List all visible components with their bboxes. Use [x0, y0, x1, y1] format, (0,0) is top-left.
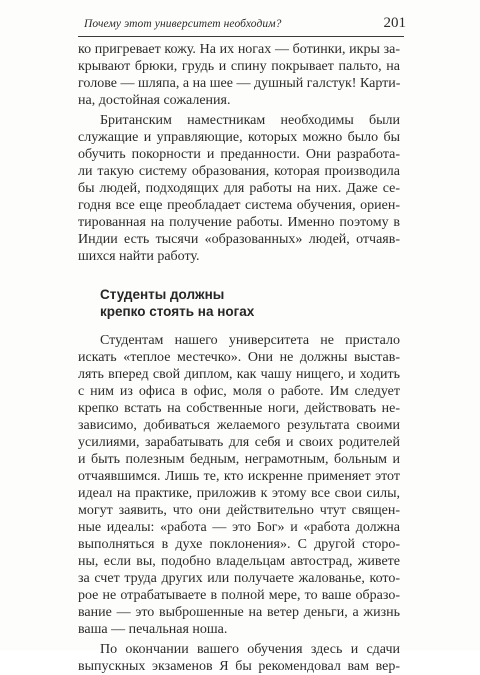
running-title: Почему этот университет необходим? [84, 18, 282, 30]
section-heading [78, 286, 400, 320]
text-line: ные идеалы: «работа — это Бог» и «работа должна [78, 520, 400, 535]
paragraph [78, 41, 400, 109]
text-line: служащие и управляющие, которых можно было бы [78, 130, 400, 145]
text-line: Студентам нашего университета не пристало [100, 333, 400, 348]
text-line: ны, если вы, подобно владельцам автострад, живете [78, 554, 400, 569]
text-line: ли такую систему образования, которая производила [78, 164, 400, 179]
text-line: лять вперед свой диплом, как чашу нищего, и ходить [78, 367, 400, 382]
text-line: рое не отрабатываете в полной мере, то ваше образо- [78, 588, 400, 603]
text-line: отчаявшимся. Лишь те, кто искренне применяет этот [78, 469, 400, 484]
text-line: крывают брюки, грудь и спину покрывает пальто, на [78, 59, 400, 74]
section-heading-line-2: крепко стоять на ногах [100, 304, 255, 319]
text-line: Британским наместникам необходимы были [100, 113, 400, 128]
paragraph [78, 112, 400, 265]
text-line: ваша — печальная ноша. [78, 622, 228, 637]
section-heading-line-1: Студенты должны [100, 287, 225, 302]
text-line: ко пригревает кожу. На их ногах — ботинки, икры за- [78, 42, 400, 57]
text-line: могут заявить, что они действительно чтут священ- [78, 503, 400, 518]
text-line: обучить покорности и преданности. Они разработа- [78, 147, 400, 162]
text-line: По окончании вашего обучения здесь и сдачи [100, 642, 400, 657]
text-line: выполняться в духе поклонения». С другой сторо- [78, 537, 400, 552]
bottom-paragraphs [78, 332, 400, 675]
text-line: идеал на практике, приложив к этому все свои силы, [78, 486, 400, 501]
text-line: усилиями, зарабатывать для себя и своих родителей [78, 435, 400, 450]
text-line: зависимо, добиваться желаемого результата своими [78, 418, 400, 433]
text-line: годня все еще преобладает система обучения, ориен- [78, 198, 400, 213]
text-line: искать «теплое местечко». Они не должны выстав- [78, 350, 400, 365]
text-line: голове — шляпа, а на шее — душный галстук! Карти- [78, 76, 400, 91]
text-line: шихся найти работу. [78, 249, 200, 264]
text-line: вание — это выброшенные на ветер деньги, а жизнь [78, 605, 400, 620]
body-text [78, 41, 400, 675]
text-line: крепко встать на собственные ноги, действовать не- [78, 401, 400, 416]
text-line: бы людей, подходящих для работы на них. Даже се- [78, 181, 400, 196]
text-line: и быть полезным бедным, неграмотным, больным и [78, 452, 400, 467]
text-line: тированная на получение работы. Именно поэтому в [78, 215, 400, 230]
text-line: выпускных экзаменов Я бы рекомендовал вам вер- [78, 659, 400, 674]
running-head [78, 16, 404, 37]
paragraph [78, 332, 400, 638]
text-line: Индии есть тысячи «образованных» людей, отчаяв- [78, 232, 400, 247]
top-paragraphs [78, 41, 400, 265]
text-line: за счет труда других или получаете жалованье, кото- [78, 571, 400, 586]
text-line: на, достойная сожаления. [78, 93, 231, 108]
page-number: 201 [383, 15, 406, 31]
text-line: с ним из офиса в офис, моля о работе. Им следует [78, 384, 400, 399]
paragraph [78, 641, 400, 675]
